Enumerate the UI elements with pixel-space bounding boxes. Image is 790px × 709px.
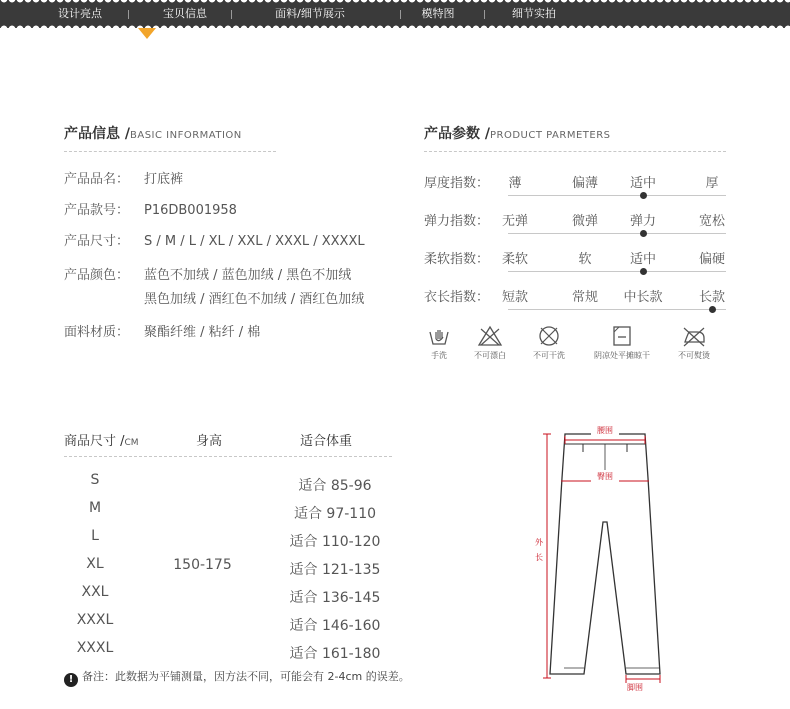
nav-separator [231,10,232,19]
info-row-colors [64,264,351,283]
info-row-style-no [64,199,237,218]
length-label-2: 长 [535,553,543,562]
param-option: 弹力 [629,214,656,229]
basic-info-title [64,123,242,143]
param-option: 适中 [629,252,656,267]
basic-info-title-cn: 产品信息 / [64,126,130,142]
active-tab-indicator [138,28,156,39]
weight-cell: 适合 97-110 [293,506,377,522]
size-header [64,430,139,449]
param-option: 厚 [705,176,719,191]
care-item [468,324,512,361]
param-option: 软 [578,252,592,267]
size-cell: M [88,500,102,516]
hip-label: 臀围 [597,472,613,481]
size-header-unit: CM [124,438,139,448]
param-option: 无弹 [501,214,528,229]
nav-tab-detail-photos[interactable]: 细节实拍 [512,7,556,20]
length-label-1: 外 [535,538,543,547]
care-item [424,324,454,361]
care-label: 手洗 [431,351,447,360]
size-cell: XXXL [76,640,114,656]
pants-measurement-diagram [525,418,685,698]
weight-header: 适合体重 [300,434,353,449]
info-value: P16DB001958 [144,203,237,218]
no-dry-clean-icon [537,324,561,348]
no-iron-icon [680,324,708,348]
param-selected-dot [640,192,647,199]
dry-flat-shade-icon [610,324,634,348]
param-option: 短款 [501,290,528,305]
info-value: S / M / L / XL / XXL / XXXL / XXXXL [144,234,365,249]
param-selected-dot [640,230,647,237]
size-cell: XL [86,556,104,572]
top-nav-bar [0,0,790,28]
care-label: 不可漂白 [474,351,506,360]
param-row-label: 厚度指数： [424,176,490,191]
param-option: 薄 [508,176,522,191]
param-option: 适中 [629,176,656,191]
info-row-sizes [64,230,365,249]
info-row-colors-cont: 黑色加绒 / 酒红色不加绒 / 酒红色加绒 [144,292,365,307]
care-item [586,324,658,361]
height-header: 身高 [196,434,223,449]
note-text: 备注：此数据为平铺测量，因方法不同，可能会有 2-4cm 的误差。 [82,670,410,683]
nav-tab-product-info[interactable]: 宝贝信息 [163,7,207,20]
weight-cell: 适合 136-145 [289,590,381,606]
nav-scallop-bottom [0,22,790,28]
weight-cell: 适合 146-160 [289,618,381,634]
nav-tab-model[interactable]: 模特图 [421,7,455,20]
info-value: 聚酯纤维 / 粘纤 / 棉 [144,325,261,340]
basic-info-title-en: BASIC INFORMATION [130,130,242,141]
param-option: 柔软 [501,252,528,267]
warning-icon: ! [64,673,78,687]
info-label: 产品颜色： [64,268,130,283]
param-row-label: 柔软指数： [424,252,490,267]
height-range: 150-175 [173,557,232,573]
param-scale-line [508,309,726,310]
size-table-divider [64,456,392,457]
waist-label: 腰围 [597,426,613,435]
param-scale-line [508,233,726,234]
info-label: 产品款号： [64,203,130,218]
nav-scallop-top [0,0,790,6]
param-row-label: 弹力指数： [424,214,490,229]
param-row-label: 衣长指数： [424,290,490,305]
info-value: 打底裤 [144,172,184,187]
param-selected-dot [709,306,716,313]
param-option: 偏硬 [698,252,725,267]
size-cell: XXL [81,584,109,600]
nav-separator [400,10,401,19]
param-option: 宽松 [698,214,725,229]
param-option: 常规 [571,290,598,305]
info-label: 产品尺寸： [64,234,130,249]
params-title [424,123,611,143]
basic-info-divider [64,151,276,152]
info-row-material [64,321,260,340]
param-scale-line [508,271,726,272]
param-option: 偏薄 [571,176,598,191]
weight-cell: 适合 110-120 [289,534,381,550]
nav-tab-design[interactable]: 设计亮点 [58,7,102,20]
care-label: 阴凉处平摊晾干 [594,351,650,360]
info-label: 面料材质： [64,325,130,340]
param-option: 中长款 [623,290,663,305]
hand-wash-icon [427,324,451,348]
care-label: 不可熨烫 [678,351,710,360]
info-value: 蓝色不加绒 / 蓝色加绒 / 黑色不加绒 [144,268,352,283]
nav-tab-fabric-detail[interactable]: 面料/细节展示 [275,7,345,20]
size-cell: XXXL [76,612,114,628]
param-option: 微弹 [571,214,598,229]
param-option: 长款 [698,290,725,305]
info-label: 产品品名： [64,172,130,187]
nav-separator [128,10,129,19]
info-row-name [64,168,183,187]
param-selected-dot [640,268,647,275]
nav-separator [484,10,485,19]
no-bleach-icon [477,324,503,348]
weight-cell: 适合 85-96 [298,478,372,494]
size-cell: L [91,528,99,544]
care-item [527,324,571,361]
param-scale-line [508,195,726,196]
size-header-label: 商品尺寸 / [64,434,125,449]
params-title-cn: 产品参数 / [424,126,490,142]
params-divider [424,151,726,152]
weight-cell: 适合 161-180 [289,646,381,662]
params-title-en: PRODUCT PARMETERS [490,130,611,141]
size-cell: S [90,472,100,488]
care-label: 不可干洗 [533,351,565,360]
measurement-note [64,668,410,687]
weight-cell: 适合 121-135 [289,562,381,578]
care-item [672,324,716,361]
hem-label: 脚围 [627,683,643,692]
